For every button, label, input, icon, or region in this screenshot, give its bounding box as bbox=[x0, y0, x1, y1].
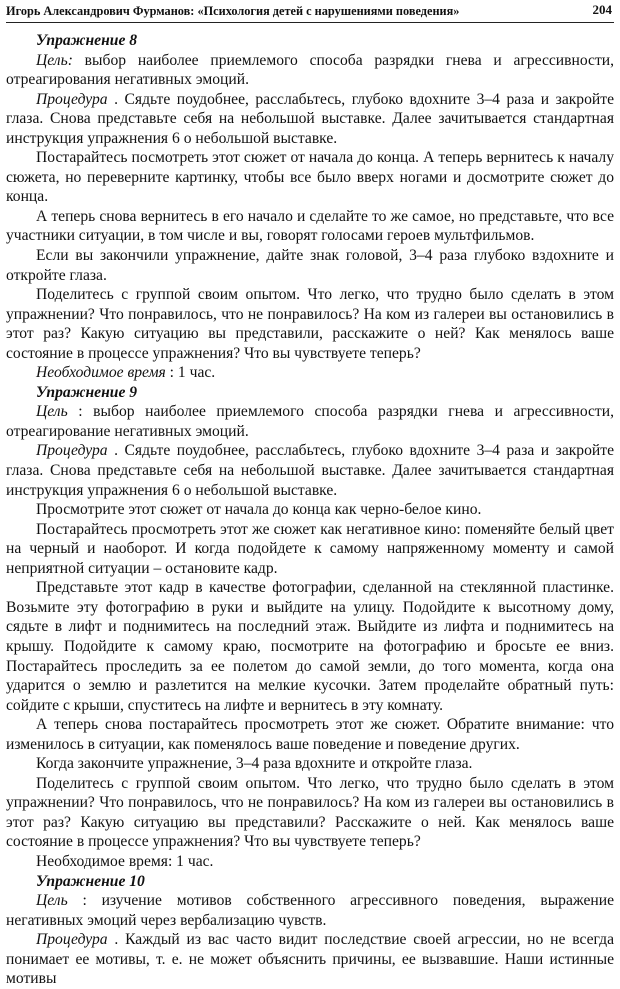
paragraph: Просмотрите этот сюжет от начала до конца как черно-белое кино. bbox=[36, 501, 482, 519]
paragraph: Когда закончите упражнение, 3–4 раза вдохните и откройте глаза. bbox=[36, 755, 473, 773]
running-header bbox=[6, 0, 614, 23]
paragraph: Поделитесь с группой своим опытом. Что легко, что трудно было сделать в этом упражнении? Что понравилось, что не понравилось? На ком из галереи вы остановились в этот раз? Какую ситуацию вы представили, расскажите о ней? Как менялось ваше состояние в процессе упражнения? Что вы чувствуете теперь? bbox=[6, 286, 614, 362]
paragraph bbox=[6, 51, 614, 90]
paragraph-label: Цель bbox=[36, 403, 68, 421]
paragraph-label: Цель bbox=[36, 892, 68, 910]
paragraph-label: Цель: bbox=[36, 51, 73, 69]
book-title: Игорь Александрович Фурманов: «Психология детей с нарушениями поведения» bbox=[6, 4, 460, 18]
paragraph-text: : 1 час. bbox=[165, 364, 216, 382]
paragraph-text: . Сядьте поудобнее, расслабьтесь, глубоко вдохните 3–4 раза и закройте глаза. Снова представьте себя на небольшой выставке. Далее зачитывается стандартная инструкция упражнения 6 о небольшой выставке. bbox=[6, 90, 614, 147]
paragraph-label: Процедура bbox=[36, 931, 108, 949]
paragraph-text: . Сядьте поудобнее, расслабьтесь, глубоко вдохните 3–4 раза и закройте глаза. Снова представьте себя на небольшой выставке. Далее зачитывается стандартная инструкция упражнения 6 о небольшой выставке. bbox=[6, 442, 614, 499]
paragraph: А теперь снова постарайтесь просмотреть этот же сюжет. Обратите внимание: что изменилось в ситуации, как поменялось ваше поведение и поведение других. bbox=[6, 716, 614, 753]
paragraph bbox=[6, 891, 614, 930]
paragraph: Необходимое время: 1 час. bbox=[36, 852, 214, 870]
paragraph-text: : изучение мотивов собственного агрессивного поведения, выражение негативных эмоций через вербализацию чувств. bbox=[6, 892, 614, 929]
paragraph bbox=[6, 363, 614, 383]
paragraph: А теперь снова вернитесь в его начало и сделайте то же самое, но представьте, что все участники ситуации, в том числе и вы, говорят голосами героев мультфильмов. bbox=[6, 207, 614, 245]
page-number: 204 bbox=[592, 2, 612, 17]
paragraph: Если вы закончили упражнение, дайте знак головой, 3–4 раза глубоко вздохните и откройте глаза. bbox=[6, 247, 614, 284]
paragraph bbox=[6, 90, 614, 149]
paragraph: Постарайтесь посмотреть этот сюжет от начала до конца. А теперь вернитесь к началу сюжета, но переверните картинку, чтобы все было вверх ногами и досмотрите сюжет до конца. bbox=[6, 149, 614, 206]
paragraph-text: выбор наиболее приемлемого способа разрядки гнева и агрессивности, отреагирования негативных эмоций. bbox=[6, 51, 614, 89]
page-body bbox=[6, 31, 614, 989]
paragraph bbox=[6, 441, 614, 500]
paragraph-text: : выбор наиболее приемлемого способа разрядки гнева и агрессивности, отреагирование негативных эмоций. bbox=[6, 403, 614, 440]
paragraph: Поделитесь с группой своим опытом. Что легко, что трудно было сделать в этом упражнении? Что понравилось, что не понравилось? На ком из галереи вы остановились в этот раз? Какую ситуацию вы представили? Расскажите о ней. Как менялось ваше состояние в процессе упражнения? Что вы чувствуете теперь? bbox=[6, 774, 614, 851]
exercise-heading: Упражнение 8 bbox=[36, 32, 138, 49]
paragraph-label: Необходимое время bbox=[36, 364, 166, 382]
paragraph-text: . Каждый из вас часто видит последствие своей агрессии, но не всегда понимает ее мотивы, т. е. не может объяснить причины, ее вызвавшие. Наши истинные мотивы bbox=[6, 931, 614, 988]
paragraph-label: Процедура bbox=[36, 442, 108, 460]
paragraph-label: Процедура bbox=[36, 90, 108, 108]
paragraph bbox=[6, 930, 614, 989]
paragraph: Представьте этот кадр в качестве фотографии, сделанной на стеклянной пластинке. Возьмите эту фотографию в руки и выйдите на улицу. Подойдите к высотному дому, сядьте в лифт и поднимитесь на последний этаж. Выйдите из лифта и поднимитесь на крышу. Подойдите к самому краю, посмотрите на фотографию и бросьте ее вниз. Постарайтесь проследить за ее полетом до самой земли, до того момента, когда она ударится о землю и разлетится на мелкие кусочки. Затем проделайте обратный путь: сойдите с крыши, спуститесь на лифте и вернитесь в эту комнату. bbox=[6, 579, 614, 714]
exercise-heading: Упражнение 9 bbox=[36, 383, 138, 401]
exercise-heading: Упражнение 10 bbox=[36, 872, 145, 890]
paragraph bbox=[6, 402, 614, 441]
paragraph: Постарайтесь просмотреть этот же сюжет как негативное кино: поменяйте белый цвет на черный и наоборот. И когда подойдете к самому напряженному моменту и самой неприятной ситуации – остановите кадр. bbox=[6, 520, 614, 577]
